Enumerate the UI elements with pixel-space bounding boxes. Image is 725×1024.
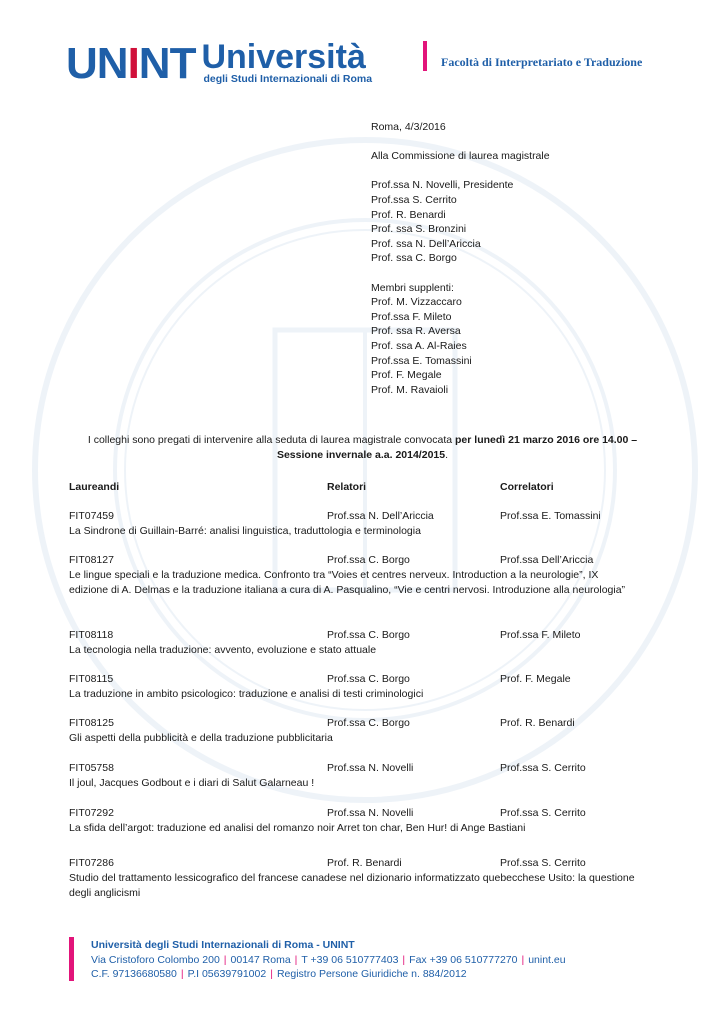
correlatore: Prof. R. Benardi	[500, 717, 575, 729]
substitute-member: Prof. F. Megale	[371, 369, 442, 382]
table-row	[69, 716, 669, 746]
table-row	[69, 806, 669, 836]
session-date: per lunedì 21 marzo 2016 ore 14.00 –	[455, 434, 638, 446]
thesis-title: Gli aspetti della pubblicità e della traduzione pubblicitaria	[69, 732, 333, 744]
relatore: Prof.ssa C. Borgo	[327, 673, 410, 685]
table-row	[69, 761, 669, 791]
logo-wordmark-universita: Università	[201, 38, 366, 76]
letter-date: Roma, 4/3/2016	[371, 121, 446, 133]
footer-website-link[interactable]: unint.eu	[528, 953, 566, 966]
footer-contacts: Via Cristoforo Colombo 200 | 00147 Roma | T +39 06 510777403 | Fax +39 06 510777270 | unint.eu	[91, 953, 566, 966]
table-row	[69, 509, 669, 539]
header-divider	[423, 41, 427, 71]
thesis-title: Le lingue speciali e la traduzione medica. Confronto tra “Voies et centres nerveux. Introduction a la neurologie”, IX edizione di A. Delmas e la traduzione italiana a cura di A. Pasqualino, “Vie e centri nervosi. Introduzione alla neurologia”	[69, 569, 626, 596]
intro-paragraph: I colleghi sono pregati di intervenire alla seduta di laurea magistrale convocata per lunedì 21 marzo 2016 ore 14.00 – Sessione invernale a.a. 2014/2015.	[87, 434, 638, 461]
logo-subtitle: degli Studi Internazionali di Roma	[203, 73, 373, 85]
table-row	[69, 856, 669, 900]
table-header	[69, 480, 669, 495]
footer	[91, 938, 566, 982]
correlatore: Prof.ssa F. Mileto	[500, 629, 581, 641]
substitute-member: Prof. ssa R. Aversa	[371, 325, 461, 338]
header-correlatori: Correlatori	[500, 481, 554, 493]
substitute-member: Prof. M. Ravaioli	[371, 383, 449, 396]
header-laureandi: Laureandi	[69, 481, 120, 493]
footer-fax: Fax +39 06 510777270	[409, 953, 518, 966]
correlatore: Prof.ssa S. Cerrito	[500, 762, 586, 774]
student-id: FIT05758	[69, 762, 114, 774]
faculty-name: Facoltà di Interpretariato e Traduzione	[441, 55, 643, 69]
footer-university-name: Università degli Studi Internazionali di Roma - UNINT	[91, 939, 355, 951]
commission-member: Prof. ssa N. Dell’Ariccia	[371, 237, 481, 250]
commission-member: Prof. ssa S. Bronzini	[371, 223, 467, 236]
commission-member: Prof.ssa S. Cerrito	[371, 193, 457, 206]
relatore: Prof.ssa N. Novelli	[327, 762, 414, 774]
correlatore: Prof.ssa S. Cerrito	[500, 857, 586, 869]
substitute-member: Prof.ssa E. Tomassini	[371, 354, 472, 367]
logo-wordmark-unint: UNINT	[66, 39, 196, 88]
address-block	[371, 120, 550, 397]
unint-logo	[66, 38, 372, 86]
thesis-title: La sfida dell’argot: traduzione ed analisi del romanzo noir Arret ton char, Ben Hur! di Ange Bastiani	[69, 822, 526, 834]
substitute-member: Prof. M. Vizzaccaro	[371, 296, 462, 309]
relatore: Prof.ssa C. Borgo	[327, 554, 410, 566]
footer-registry: C.F. 97136680580 | P.I 05639791002 | Registro Persone Giuridiche n. 884/2012	[91, 968, 467, 981]
footer-phone: T +39 06 510777403	[301, 953, 399, 966]
commission-member: Prof. ssa C. Borgo	[371, 252, 457, 265]
substitute-member: Prof. ssa A. Al-Raies	[371, 339, 467, 352]
student-id: FIT08127	[69, 554, 114, 566]
student-id: FIT07286	[69, 857, 114, 869]
substitute-member: Prof.ssa F. Mileto	[371, 310, 452, 323]
student-id: FIT08115	[69, 673, 114, 685]
relatore: Prof.ssa N. Novelli	[327, 807, 414, 819]
thesis-title: La Sindrone di Guillain-Barré: analisi linguistica, traduttologia e terminologia	[69, 525, 421, 537]
table-row	[69, 628, 669, 658]
session-name: Sessione invernale a.a. 2014/2015	[276, 449, 446, 461]
relatore: Prof.ssa C. Borgo	[327, 629, 410, 641]
letter-recipient: Alla Commissione di laurea magistrale	[371, 150, 550, 163]
student-id: FIT08125	[69, 717, 114, 729]
header-relatori: Relatori	[327, 481, 367, 493]
student-id: FIT07459	[69, 510, 114, 522]
thesis-title: La traduzione in ambito psicologico: traduzione e analisi di testi criminologici	[69, 688, 424, 700]
correlatore: Prof. F. Megale	[500, 673, 571, 685]
substitutes-label: Membri supplenti:	[371, 281, 454, 294]
student-id: FIT07292	[69, 807, 114, 819]
commission-member: Prof. R. Benardi	[371, 208, 446, 221]
thesis-title: La tecnologia nella traduzione: avvento, evoluzione e stato attuale	[69, 644, 377, 656]
correlatore: Prof.ssa S. Cerrito	[500, 807, 586, 819]
table-row	[69, 672, 669, 702]
university-seal-watermark-icon	[25, 130, 705, 810]
relatore: Prof. R. Benardi	[327, 857, 402, 869]
footer-accent-bar	[69, 937, 74, 981]
correlatore: Prof.ssa E. Tomassini	[500, 510, 601, 522]
correlatore: Prof.ssa Dell’Ariccia	[500, 554, 594, 566]
thesis-title: Il joul, Jacques Godbout e i diari di Salut Galarneau !	[69, 777, 315, 789]
relatore: Prof.ssa N. Dell’Ariccia	[327, 510, 434, 522]
commission-member: Prof.ssa N. Novelli, Presidente	[371, 179, 514, 192]
thesis-title: Studio del trattamento lessicografico del francese canadese nel dizionario informatizzato quebecchese Usito: la questione degli anglicismi	[69, 872, 635, 899]
student-id: FIT08118	[69, 629, 114, 641]
table-row	[69, 553, 669, 597]
relatore: Prof.ssa C. Borgo	[327, 717, 410, 729]
